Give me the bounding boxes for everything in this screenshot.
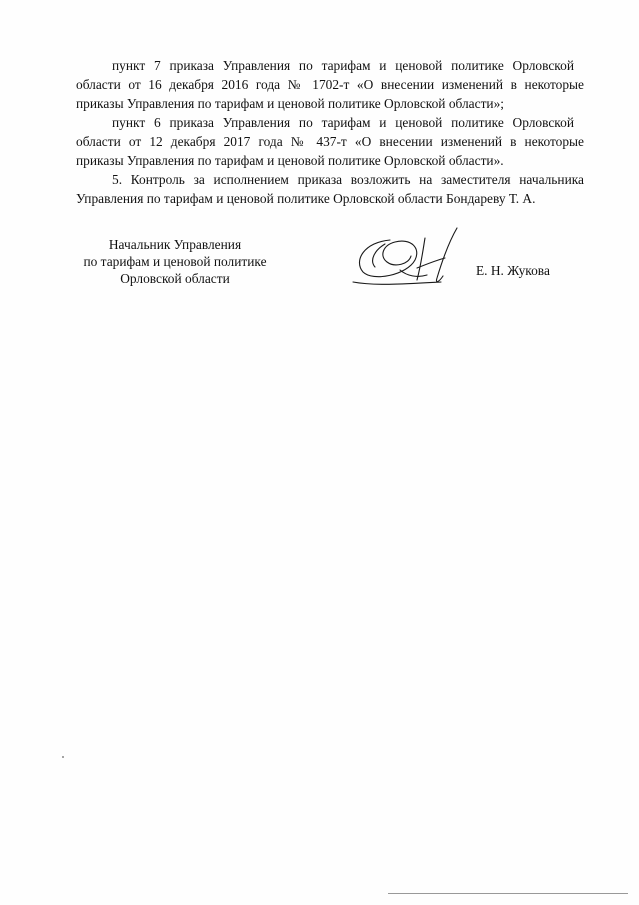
page-bottom-line [388,893,628,894]
signatory-position-line-1: Начальник Управления [108,237,242,252]
paragraph-1-line-3: приказы Управления по тарифам и ценовой политике Орловской области»; [76,96,505,111]
paragraph-3-line-1: 5. Контроль за исполнением приказа возложить на заместителя начальника [112,172,584,187]
signatory-name: Е. Н. Жукова [476,263,550,278]
paragraph-2-line-3: приказы Управления по тарифам и ценовой политике Орловской области». [76,153,504,168]
signatory-position [70,236,280,287]
paragraph-3-line-2: Управления по тарифам и ценовой политике Орловской области Бондареву Т. А. [76,191,536,206]
signatory-position-line-3: Орловской области [120,271,230,286]
handwritten-signature-icon [345,220,475,295]
paragraph-1-line-2: области от 16 декабря 2016 года № 1702-т «О внесении изменений в некоторые [76,77,584,92]
scan-speck [62,756,64,758]
paragraph-2-line-2: области от 12 декабря 2017 года № 437-т «О внесении изменений в некоторые [76,134,584,149]
paragraph-1-line-1: пункт 7 приказа Управления по тарифам и ценовой политике Орловской [112,58,574,73]
paragraph-2-line-1: пункт 6 приказа Управления по тарифам и ценовой политике Орловской [112,115,574,130]
signatory-position-line-2: по тарифам и ценовой политике [83,254,267,269]
